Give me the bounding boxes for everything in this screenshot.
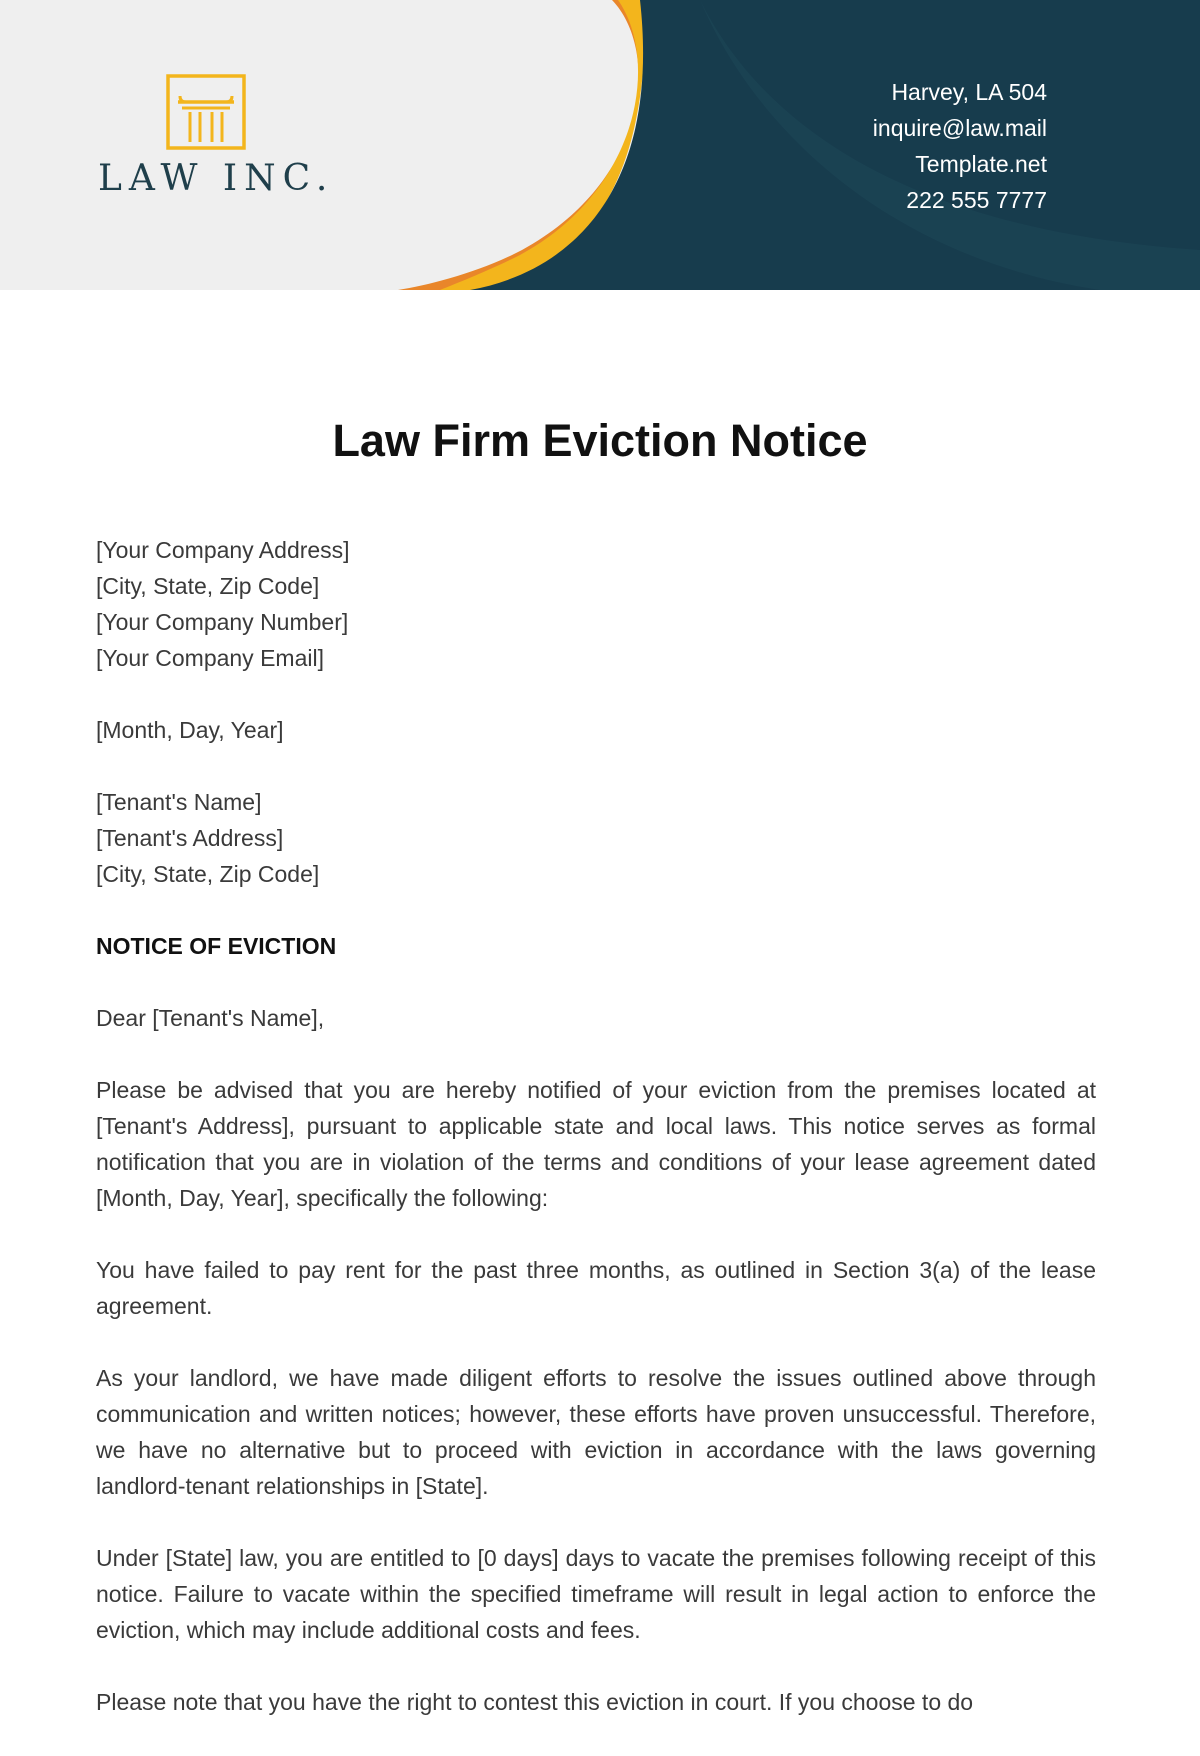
contact-phone: 222 555 7777	[906, 187, 1047, 213]
contact-website: Template.net	[915, 151, 1047, 177]
sender-city: [City, State, Zip Code]	[96, 573, 320, 599]
recipient-address: [Tenant's Address]	[96, 825, 284, 851]
sender-address: [Your Company Address]	[96, 537, 350, 563]
body-paragraph: Please be advised that you are hereby notified of your eviction from the premises located at [Tenant's Address], pursuant to applicable state and local laws. This notice serves as formal notification that you are in violation of the terms and conditions of your lease agreement dated [Month, Day, Year], specifically the following:	[96, 1077, 1096, 1211]
body-paragraph: As your landlord, we have made diligent efforts to resolve the issues outlined above through communication and written notices; however, these efforts have proven unsuccessful. Therefore, we have no alternative but to proceed with eviction in accordance with the laws governing landlord-tenant relationships in [State].	[96, 1365, 1096, 1499]
sender-block	[96, 532, 1096, 676]
notice-heading: NOTICE OF EVICTION	[96, 933, 337, 959]
recipient-city: [City, State, Zip Code]	[96, 861, 320, 887]
salutation: Dear [Tenant's Name],	[96, 1005, 325, 1031]
body-paragraph: Under [State] law, you are entitled to [0 days] days to vacate the premises following receipt of this notice. Failure to vacate within the specified timeframe will result in legal action to enforce the eviction, which may include additional costs and fees.	[96, 1545, 1096, 1643]
recipient-name: [Tenant's Name]	[96, 789, 262, 815]
body-paragraph: You have failed to pay rent for the past three months, as outlined in Section 3(a) of the lease agreement.	[96, 1257, 1096, 1319]
company-logo	[98, 74, 335, 204]
letterhead	[0, 0, 1200, 290]
sender-email: [Your Company Email]	[96, 645, 324, 671]
body-paragraph: Please note that you have the right to contest this eviction in court. If you choose to do	[96, 1689, 974, 1715]
pillar-logo-icon	[166, 74, 246, 150]
contact-address: Harvey, LA 504	[891, 79, 1047, 105]
document-body	[96, 532, 1096, 1756]
contact-info	[873, 74, 1047, 218]
document-title: Law Firm Eviction Notice	[332, 415, 868, 466]
letter-date: [Month, Day, Year]	[96, 717, 284, 743]
logo-text: LAW INC.	[98, 158, 335, 199]
sender-number: [Your Company Number]	[96, 609, 349, 635]
recipient-block	[96, 784, 1096, 892]
contact-email: inquire@law.mail	[872, 115, 1047, 141]
